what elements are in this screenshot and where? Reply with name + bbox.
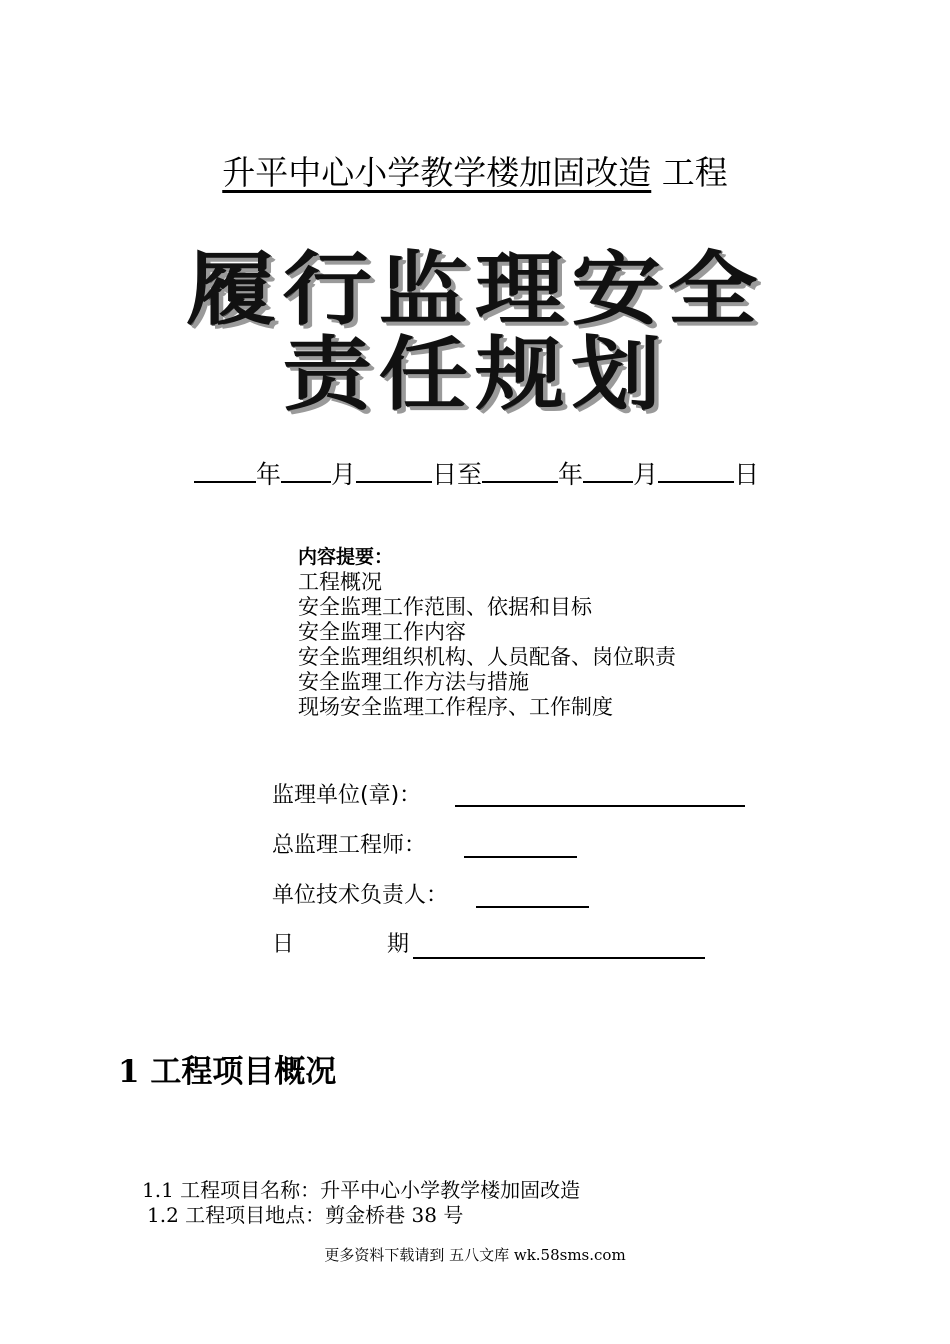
main-title-line2: 责任规划 xyxy=(282,328,668,421)
tech-lead-line xyxy=(476,906,589,908)
day-label-2: 日 xyxy=(734,460,760,489)
date-range xyxy=(194,455,759,493)
main-title-line1: 履行监理安全 xyxy=(186,243,764,336)
section-heading: 1 工程项目概况 xyxy=(118,1054,337,1090)
day-blank-1 xyxy=(356,455,432,483)
summary-item: 安全监理工作范围、依据和目标 xyxy=(298,595,592,619)
month-label-1: 月 xyxy=(331,460,357,489)
year-label-1: 年 xyxy=(256,460,282,489)
project-suffix: 工程 xyxy=(651,153,728,192)
summary-item: 安全监理工作内容 xyxy=(298,620,466,644)
content-summary xyxy=(298,545,676,720)
month-label-2: 月 xyxy=(633,460,659,489)
day-to-label: 日至 xyxy=(432,460,483,489)
summary-item: 安全监理组织机构、人员配备、岗位职责 xyxy=(298,645,676,669)
summary-item: 安全监理工作方法与措施 xyxy=(298,670,529,694)
year-blank-2 xyxy=(482,455,558,483)
chief-engineer-line xyxy=(464,856,577,858)
month-blank-2 xyxy=(583,455,633,483)
date-line xyxy=(413,957,705,959)
summary-heading: 内容提要： xyxy=(298,546,394,568)
day-blank-2 xyxy=(658,455,734,483)
project-name-detail: 1.1 工程项目名称：升平中心小学教学楼加固改造 xyxy=(142,1178,581,1202)
project-name: 升平中心小学教学楼加固改造 xyxy=(222,153,652,192)
year-label-2: 年 xyxy=(558,460,584,489)
date-label-period: 期 xyxy=(387,932,410,957)
supervision-unit-label: 监理单位(章)： xyxy=(272,783,422,808)
summary-item: 工程概况 xyxy=(298,570,382,594)
date-label-day: 日 xyxy=(272,932,295,957)
summary-item: 现场安全监理工作程序、工作制度 xyxy=(298,695,613,719)
tech-lead-label: 单位技术负责人： xyxy=(272,883,449,908)
chief-engineer-label: 总监理工程师： xyxy=(272,833,427,858)
supervision-unit-line xyxy=(455,805,745,807)
project-location-detail: 1.2 工程项目地点：剪金桥巷 38 号 xyxy=(147,1203,464,1227)
footer-note: 更多资料下载请到 五八文库 wk.58sms.com xyxy=(324,1246,626,1264)
month-blank-1 xyxy=(281,455,331,483)
year-blank-1 xyxy=(194,455,256,483)
project-title xyxy=(0,150,950,196)
